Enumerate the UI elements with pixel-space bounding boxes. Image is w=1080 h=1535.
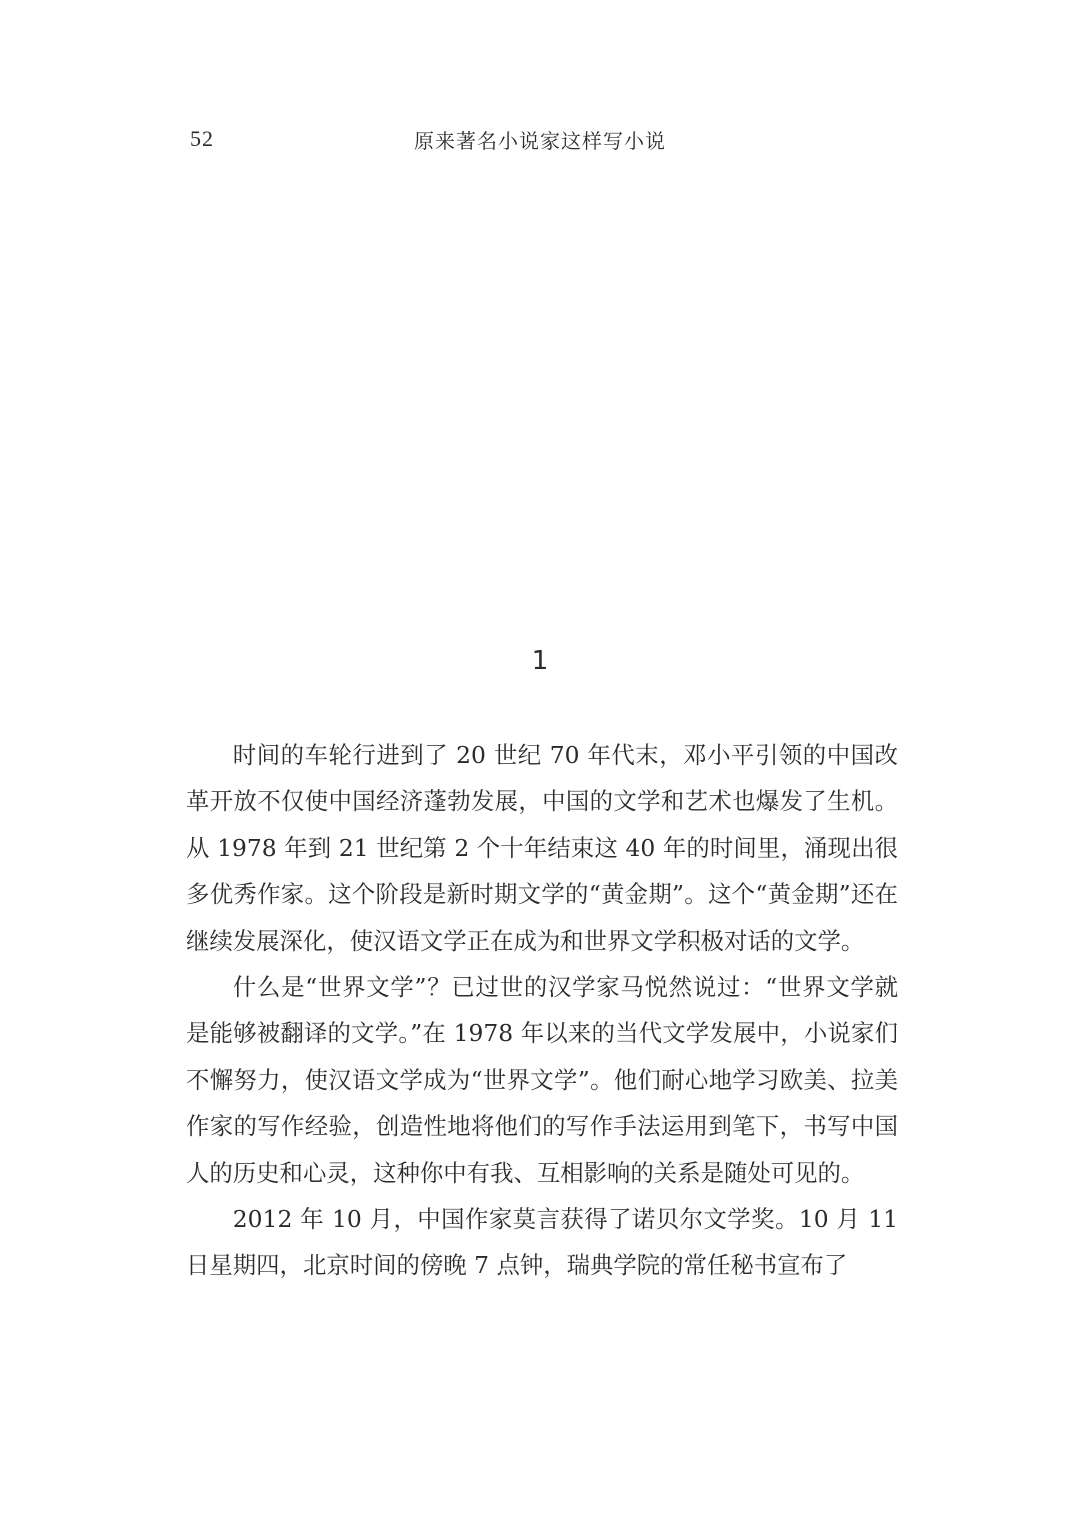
running-title: 原来著名小说家这样写小说: [414, 129, 666, 153]
body-text: [186, 732, 898, 1289]
paragraph: 什么是“世界文学”？已过世的汉学家马悦然说过：“世界文学就是能够被翻译的文学。”在 1978 年以来的当代文学发展中，小说家们不懈努力，使汉语文学成为“世界文学”。他们耐心地学习欧美、拉美作家的写作经验，创造性地将他们的写作手法运用到笔下，书写中国人的历史和心灵，这种你中有我、互相影响的关系是随处可见的。: [186, 973, 898, 1187]
paragraph: 时间的车轮行进到了 20 世纪 70 年代末，邓小平引领的中国改革开放不仅使中国经济蓬勃发展，中国的文学和艺术也爆发了生机。从 1978 年到 21 世纪第 2 个十年结束这 40 年的时间里，涌现出很多优秀作家。这个阶段是新时期文学的“黄金期”。这个“黄金期”还在继续发展深化，使汉语文学正在成为和世界文学积极对话的文学。: [186, 741, 898, 955]
chapter-number: 1: [531, 646, 549, 676]
paragraph: 2012 年 10 月，中国作家莫言获得了诺贝尔文学奖。10 月 11 日星期四，北京时间的傍晚 7 点钟，瑞典学院的常任秘书宣布了: [186, 1205, 898, 1280]
page-number: 52: [190, 126, 214, 151]
